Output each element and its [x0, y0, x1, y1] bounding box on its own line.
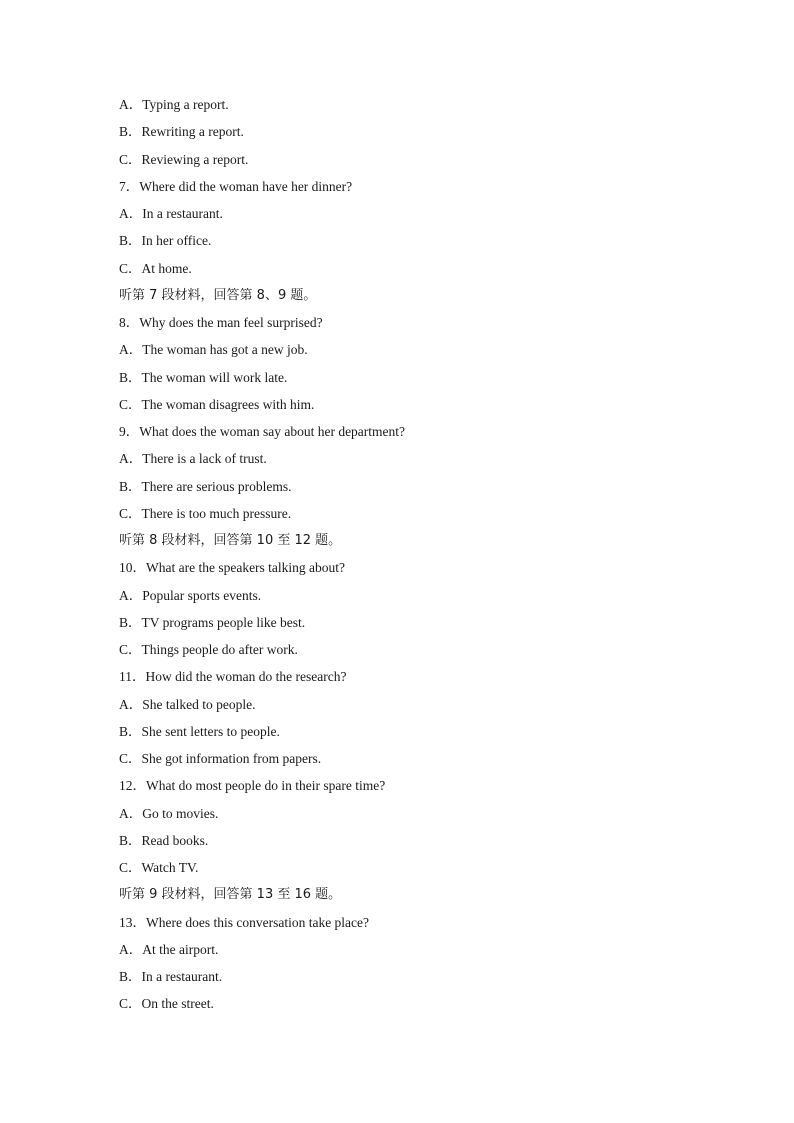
answer-option: A．Go to movies.	[119, 805, 219, 821]
answer-option: A．Popular sports events.	[119, 587, 262, 603]
answer-option: B．She sent letters to people.	[119, 723, 280, 739]
section-instruction: 听第 8 段材料，回答第 10 至 12 题。	[119, 533, 342, 548]
answer-option: C．Watch TV.	[119, 860, 199, 875]
question-text: 13．Where does this conversation take place?	[119, 914, 370, 930]
section-instruction: 听第 9 段材料，回答第 13 至 16 题。	[119, 887, 342, 903]
answer-option: C．There is too much pressure.	[119, 505, 292, 521]
answer-option: B．The woman will work late.	[119, 369, 288, 385]
answer-option: A．In a restaurant.	[119, 206, 223, 221]
answer-option: B．Read books.	[119, 832, 209, 848]
question-text: 12．What do most people do in their spare time?	[119, 778, 386, 794]
answer-option: B．There are serious problems.	[119, 478, 292, 494]
section-instruction: 听第 7 段材料，回答第 8、9 题。	[119, 287, 317, 303]
answer-option: C．On the street.	[119, 996, 214, 1012]
answer-option: A．She talked to people.	[119, 696, 256, 712]
question-text: 7．Where did the woman have her dinner?	[119, 178, 353, 194]
answer-option: C．At home.	[119, 260, 192, 276]
answer-option: A．At the airport.	[119, 941, 219, 957]
question-text: 8．Why does the man feel surprised?	[119, 315, 323, 330]
answer-option: C．Things people do after work.	[119, 642, 298, 657]
answer-option: B．In a restaurant.	[119, 969, 223, 984]
text-body	[119, 96, 719, 1023]
question-text: 10．What are the speakers talking about?	[119, 560, 346, 576]
answer-option: B．TV programs people like best.	[119, 614, 306, 630]
answer-option: C．The woman disagrees with him.	[119, 396, 315, 412]
question-text: 9．What does the woman say about her department?	[119, 424, 406, 439]
question-text: 11．How did the woman do the research?	[119, 669, 347, 685]
answer-option: C．She got information from papers.	[119, 751, 322, 766]
answer-option: A．Typing a report.	[119, 97, 229, 112]
answer-option: C．Reviewing a report.	[119, 151, 249, 167]
answer-option: B．In her office.	[119, 233, 212, 249]
answer-option: A．The woman has got a new job.	[119, 342, 308, 358]
answer-option: B．Rewriting a report.	[119, 124, 244, 140]
answer-option: A．There is a lack of trust.	[119, 451, 267, 467]
